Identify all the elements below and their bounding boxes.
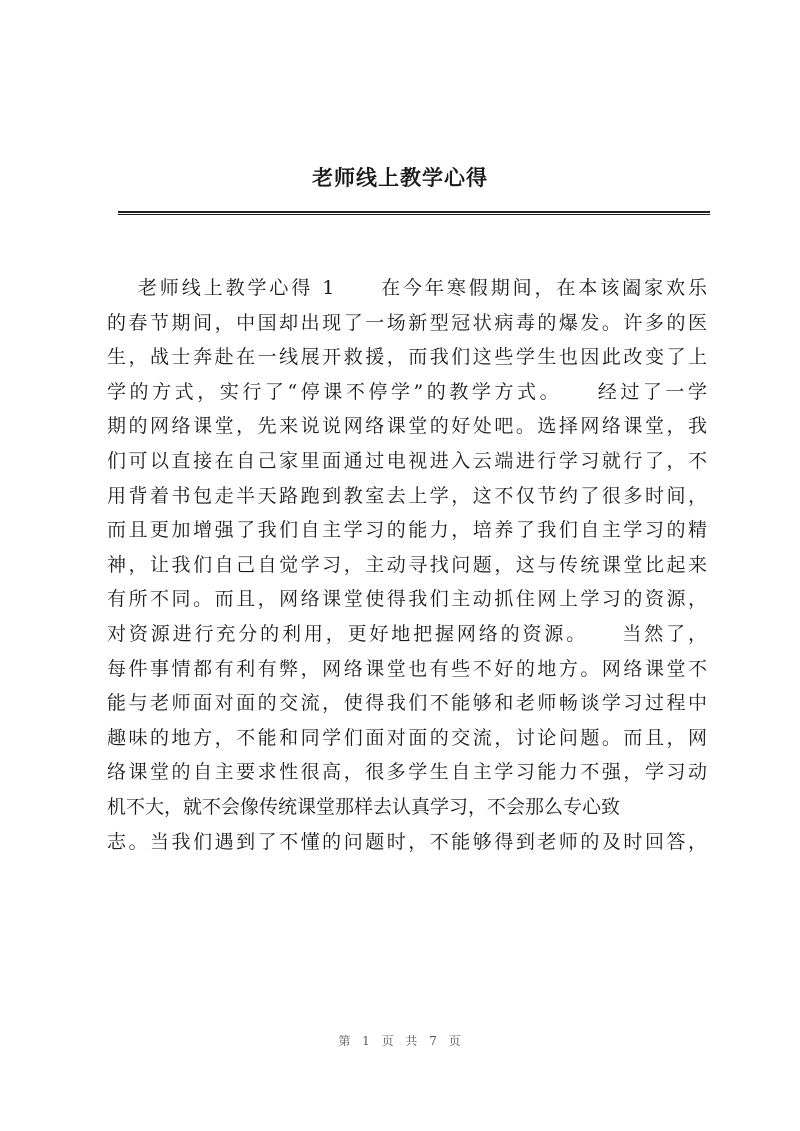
page-title: 老师线上教学心得 <box>312 165 488 190</box>
text-line: 用背着书包走半天路跑到教室去上学，这不仅节约了很多时间， <box>107 484 707 507</box>
text-line: 每件事情都有利有弊，网络课堂也有些不好的地方。网络课堂不 <box>107 657 707 680</box>
text-line: 而且更加增强了我们自主学习的能力，培养了我们自主学习的精 <box>107 519 707 542</box>
title-divider <box>118 211 710 215</box>
text-line: 的春节期间，中国却出现了一场新型冠状病毒的爆发。许多的医 <box>107 311 707 334</box>
text-line: 生，战士奔赴在一线展开救援，而我们这些学生也因此改变了上 <box>107 346 707 369</box>
text-line: 有所不同。而且，网络课堂使得我们主动抓住网上学习的资源， <box>107 588 707 611</box>
text-line: 机不大，就不会像传统课堂那样去认真学习，不会那么专心致 <box>107 795 621 818</box>
text-line: 趣味的地方，不能和同学们面对面的交流，讨论问题。而且，网 <box>107 726 707 749</box>
text-line: 们可以直接在自己家里面通过电视进入云端进行学习就行了，不 <box>107 449 707 472</box>
text-line: 能与老师面对面的交流，使得我们不能够和老师畅谈学习过程中 <box>107 692 707 715</box>
text-line: 络课堂的自主要求性很高，很多学生自主学习能力不强，学习动 <box>107 761 707 784</box>
text-line: 期的网络课堂，先来说说网络课堂的好处吧。选择网络课堂，我 <box>107 415 707 438</box>
text-line: 对资源进行充分的利用，更好地把握网络的资源。 当然了， <box>107 622 707 645</box>
text-line: 学的方式，实行了“停课不停学”的教学方式。 经过了一学 <box>107 380 707 403</box>
body-text <box>107 271 707 859</box>
page-footer: 第 1 页 共 7 页 <box>338 1034 462 1048</box>
text-line: 神，让我们自己自觉学习，主动寻找问题，这与传统课堂比起来 <box>107 553 707 576</box>
text-line: 老师线上教学心得 1 在今年寒假期间，在本该阖家欢乐 <box>107 277 707 299</box>
text-line: 志。当我们遇到了不懂的问题时，不能够得到老师的及时回答， <box>107 830 707 853</box>
